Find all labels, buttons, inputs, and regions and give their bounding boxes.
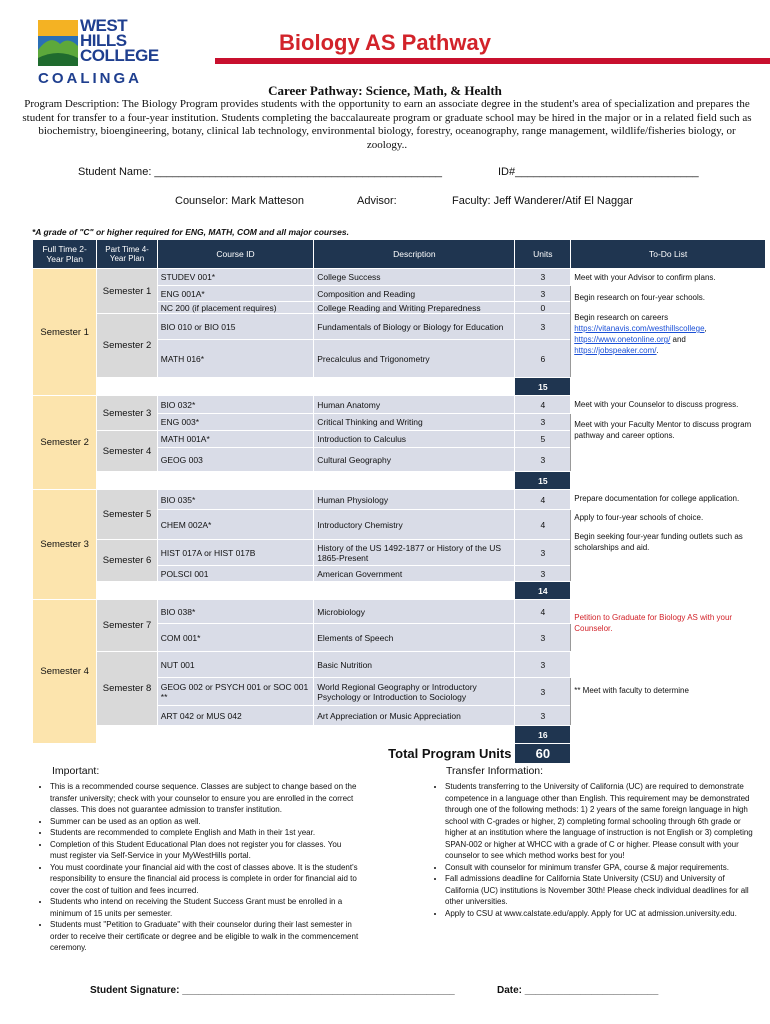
course-id: NUT 001 <box>157 652 313 678</box>
semester-4-total: 16 <box>515 726 571 744</box>
course-id: GEOG 003 <box>157 448 313 472</box>
course-units: 3 <box>515 269 571 286</box>
transfer-list <box>425 781 760 919</box>
program-description: Program Description: The Biology Program provides students with the opportunity to earn an associate degree in the student's area of specialization and prepares the student for transfer to a four-year institution. Students completing the baccalaureate program or graduate school may be hired in the major or in a related field such as biochemistry, bioengineering, botany, clinical lab technology, environmental biology, forestry, oceanography, range management, wildlife/fisheries biology, or zoology.. <box>22 98 752 151</box>
todo-semester-1: Meet with your Advisor to confirm plans. Begin research on four-year schools. Begin research on careers https://vitanavis.com/westhillscollege, https://www.onetonline.org/ and https://jobspeaker.com/. <box>571 269 766 378</box>
pt-semester-5: Semester 5 <box>97 490 157 540</box>
course-id: ART 042 or MUS 042 <box>157 706 313 726</box>
total-row <box>33 744 766 764</box>
pt-semester-6: Semester 6 <box>97 540 157 582</box>
course-units: 3 <box>515 652 571 678</box>
course-units: 3 <box>515 706 571 726</box>
course-desc: College Reading and Writing Preparedness <box>314 302 515 314</box>
transfer-heading: Transfer Information: <box>446 765 544 777</box>
course-units: 4 <box>515 490 571 510</box>
header-todo: To-Do List <box>571 240 766 269</box>
course-id: MATH 001A* <box>157 431 313 448</box>
ft-semester-3: Semester 3 <box>33 490 97 600</box>
course-id: BIO 038* <box>157 600 313 624</box>
course-desc: Cultural Geography <box>314 448 515 472</box>
career-pathway: Career Pathway: Science, Math, & Health <box>268 83 502 98</box>
pt-semester-1: Semester 1 <box>97 269 157 314</box>
semester-3-total: 14 <box>515 582 571 600</box>
semester-2-total: 15 <box>515 472 571 490</box>
student-signature-field[interactable]: Student Signature: _________________________________________________ <box>90 985 455 996</box>
total-program-units-label: Total Program Units <box>33 744 515 764</box>
list-item: • Students must "Petition to Graduate" with their counselor during their last semester in order to receive their certificate or degree and be eligible to walk in the commencement ceremony. <box>50 919 360 954</box>
course-units: 4 <box>515 510 571 540</box>
course-desc: Precalculus and Trigonometry <box>314 340 515 378</box>
semester-total-row <box>33 378 766 396</box>
course-id: BIO 032* <box>157 396 313 414</box>
course-units: 6 <box>515 340 571 378</box>
page-title: Biology AS Pathway <box>279 30 491 55</box>
semester-total-row <box>33 726 766 744</box>
todo-semester-4: Petition to Graduate for Biology AS with your Counselor. <box>571 600 766 652</box>
list-item: • Summer can be used as an option as well. <box>50 816 360 828</box>
header-course-id: Course ID <box>157 240 313 269</box>
pt-semester-7: Semester 7 <box>97 600 157 652</box>
important-list <box>30 781 360 954</box>
course-desc: American Government <box>314 566 515 582</box>
todo-semester-4-note: ** Meet with faculty to determine <box>571 652 766 726</box>
onetonline-link[interactable]: https://www.onetonline.org/ <box>574 335 671 344</box>
course-id: HIST 017A or HIST 017B <box>157 540 313 566</box>
date-field[interactable]: Date: ________________________ <box>497 985 659 996</box>
course-units: 5 <box>515 431 571 448</box>
course-desc: World Regional Geography or Introductory Psychology or Introduction to Sociology <box>314 678 515 706</box>
course-desc: Human Physiology <box>314 490 515 510</box>
pt-semester-2: Semester 2 <box>97 314 157 378</box>
header-description: Description <box>314 240 515 269</box>
advisor: Advisor: <box>357 195 397 207</box>
course-id: GEOG 002 or PSYCH 001 or SOC 001 ** <box>157 678 313 706</box>
list-item: • You must coordinate your financial aid with the cost of classes above. It is the student's responsibility to ensure the financial aid process is complete in order for financial aid to cover the cost of tuition and fees incurred. <box>50 862 360 897</box>
table-row <box>33 652 766 678</box>
student-name-field[interactable]: Student Name: _______________________________________________ <box>78 166 442 178</box>
header-units: Units <box>515 240 571 269</box>
course-id: MATH 016* <box>157 340 313 378</box>
course-id: ENG 001A* <box>157 286 313 302</box>
jobspeaker-link[interactable]: https://jobspeaker.com/ <box>574 346 657 355</box>
course-desc: College Success <box>314 269 515 286</box>
course-id: NC 200 (if placement requires) <box>157 302 313 314</box>
ft-semester-4: Semester 4 <box>33 600 97 744</box>
course-desc: Introductory Chemistry <box>314 510 515 540</box>
course-desc: Art Appreciation or Music Appreciation <box>314 706 515 726</box>
header-ft: Full Time 2-Year Plan <box>33 240 97 269</box>
course-id: COM 001* <box>157 624 313 652</box>
list-item: • Fall admissions deadline for California State University (CSU) and University of California (UC) institutions is November 30th! Please check individual deadlines for all other universities. <box>445 873 760 908</box>
course-desc: Elements of Speech <box>314 624 515 652</box>
table-row <box>33 490 766 510</box>
pt-semester-4: Semester 4 <box>97 431 157 472</box>
course-desc: Basic Nutrition <box>314 652 515 678</box>
todo-semester-2: Meet with your Counselor to discuss progress. Meet with your Faculty Mentor to discuss program pathway and career options. <box>571 396 766 472</box>
course-units: 3 <box>515 566 571 582</box>
grade-note: *A grade of "C" or higher required for ENG, MATH, COM and all major courses. <box>32 227 349 237</box>
logo-campus: COALINGA <box>38 70 142 87</box>
vitanavis-link[interactable]: https://vitanavis.com/westhillscollege <box>574 324 705 333</box>
list-item: • Students who intend on receiving the Student Success Grant must be enrolled in a minimum of 15 units per semester. <box>50 896 360 919</box>
semester-total-row <box>33 472 766 490</box>
list-item: • Consult with counselor for minimum transfer GPA, course & major requirements. <box>445 862 760 874</box>
pt-semester-3: Semester 3 <box>97 396 157 431</box>
list-item: • Apply to CSU at www.calstate.edu/apply. Apply for UC at admission.university.edu. <box>445 908 760 920</box>
logo-text: WEST HILLS COLLEGE <box>80 16 159 65</box>
course-desc: Critical Thinking and Writing <box>314 414 515 431</box>
course-units: 3 <box>515 678 571 706</box>
course-desc: Microbiology <box>314 600 515 624</box>
course-id: ENG 003* <box>157 414 313 431</box>
course-units: 3 <box>515 286 571 302</box>
course-units: 3 <box>515 414 571 431</box>
faculty: Faculty: Jeff Wanderer/Atif El Naggar <box>452 195 633 207</box>
course-id: POLSCI 001 <box>157 566 313 582</box>
course-desc: Introduction to Calculus <box>314 431 515 448</box>
course-desc: Human Anatomy <box>314 396 515 414</box>
course-units: 4 <box>515 396 571 414</box>
course-units: 3 <box>515 624 571 652</box>
counselor: Counselor: Mark Matteson <box>175 195 304 207</box>
course-desc: History of the US 1492-1877 or History of the US 1865-Present <box>314 540 515 566</box>
course-units: 0 <box>515 302 571 314</box>
todo-semester-3: Prepare documentation for college application. Apply to four-year schools of choice. Begin seeking four-year funding outlets such as scholarships and aid. <box>571 490 766 582</box>
table-row <box>33 396 766 414</box>
list-item: • Students transferring to the University of California (UC) are required to demonstrate competence in a language other than English. This requirement may be demonstrated through one of the following methods: 1) 2 years of the same foreign language in high school with C-grades or higher, 2) completing formal schooling through 6th grade or higher at an institution where the language of instruction is not English or 3) completing SPAN-002 or higher at WHCC with a grade of C or higher. Please consult with your counselor to see which method works best for you! <box>445 781 760 862</box>
list-item: • Students are recommended to complete English and Math in their 1st year. <box>50 827 360 839</box>
ft-semester-1: Semester 1 <box>33 269 97 396</box>
semester-1-total: 15 <box>515 378 571 396</box>
course-units: 4 <box>515 600 571 624</box>
course-table <box>32 239 766 764</box>
student-row <box>78 166 758 178</box>
course-id: BIO 010 or BIO 015 <box>157 314 313 340</box>
table-row <box>33 600 766 624</box>
course-units: 3 <box>515 540 571 566</box>
id-field[interactable]: ID#______________________________ <box>498 166 699 178</box>
header-pt: Part Time 4-Year Plan <box>97 240 157 269</box>
semester-total-row <box>33 582 766 600</box>
course-units: 3 <box>515 448 571 472</box>
pt-semester-8: Semester 8 <box>97 652 157 726</box>
course-desc: Composition and Reading <box>314 286 515 302</box>
course-id: CHEM 002A* <box>157 510 313 540</box>
table-header <box>33 240 766 269</box>
list-item: • Completion of this Student Educational Plan does not register you for classes. You must register via Self-Service in your MyWestHills portal. <box>50 839 360 862</box>
important-heading: Important: <box>52 765 100 777</box>
course-id: STUDEV 001* <box>157 269 313 286</box>
total-program-units-value: 60 <box>515 744 571 764</box>
ft-semester-2: Semester 2 <box>33 396 97 490</box>
list-item: • This is a recommended course sequence. Classes are subject to change based on the transfer university; check with your counselor to ensure you are enrolled in the correct classes. This does not guarantee admission to transfer institution. <box>50 781 360 816</box>
course-desc: Fundamentals of Biology or Biology for Education <box>314 314 515 340</box>
course-id: BIO 035* <box>157 490 313 510</box>
title-underline <box>215 58 770 64</box>
table-row <box>33 269 766 286</box>
course-units: 3 <box>515 314 571 340</box>
